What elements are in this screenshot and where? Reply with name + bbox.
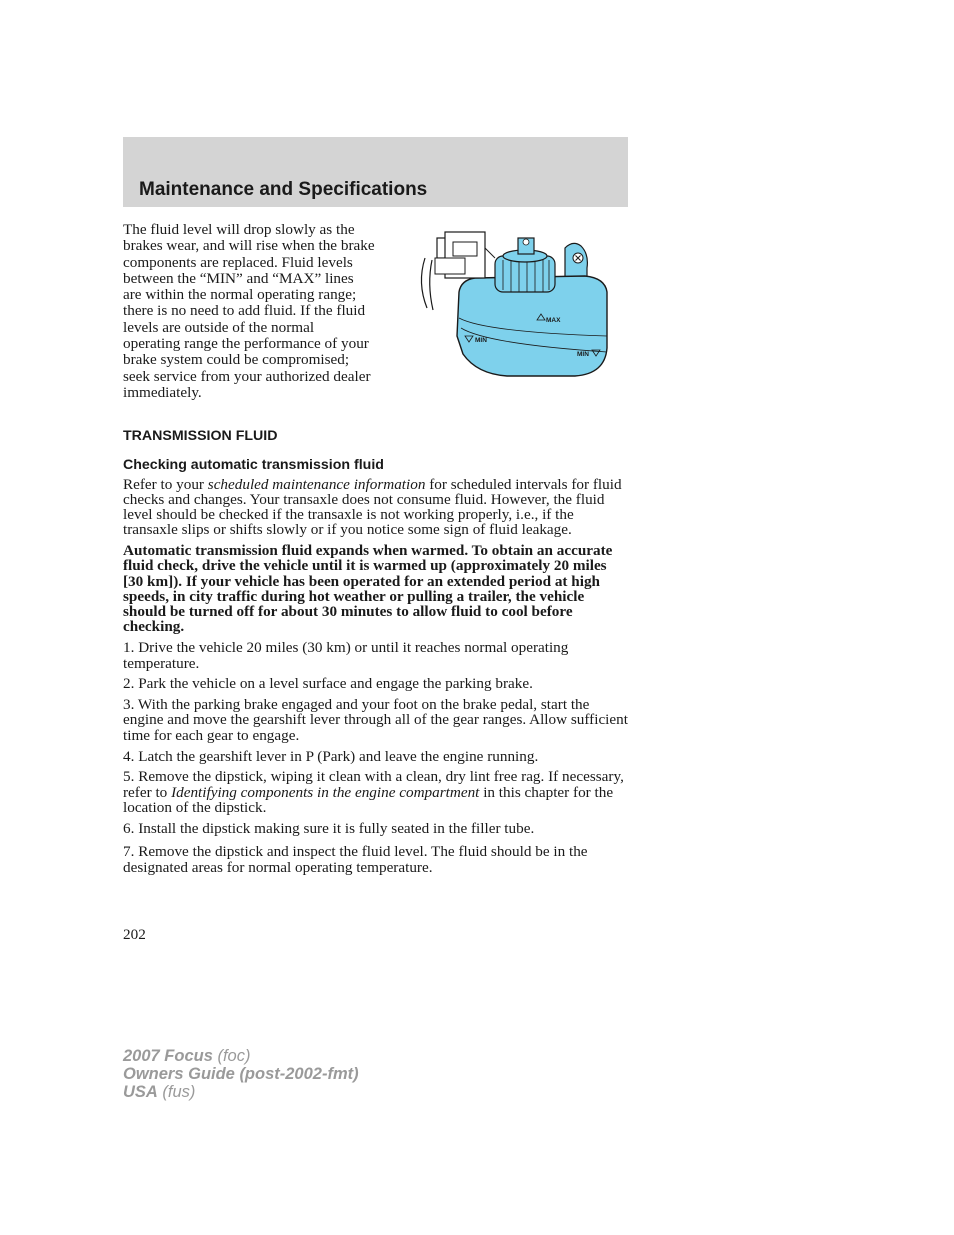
engine-compartment-reference: Identifying components in the engine compartment bbox=[171, 783, 480, 801]
max-label: MAX bbox=[546, 317, 561, 324]
intro-maintenance-paragraph: Refer to your scheduled maintenance information for scheduled intervals for fluid checks and changes. Your transaxle does not consume fluid. However, the fluid level should be checked if the transaxle is not working properly, i.e., if the transaxle slips or shifts slowly or if you notice some sign of fluid leakage. bbox=[123, 476, 622, 539]
intro-paragraph: The fluid level will drop slowly as the brakes wear, and will rise when the brake components are replaced. Fluid levels between the “MIN” and “MAX” lines are within the normal operating range; there is no need to add fluid. If the fluid levels are outside of the normal operating range the performance of your brake system could be compromised; seek service from your authorized dealer immediately. bbox=[123, 221, 375, 401]
footer-line-2: Owners Guide (post-2002-fmt) bbox=[123, 1065, 359, 1083]
reservoir-svg bbox=[415, 228, 615, 380]
step-6: 6. Install the dipstick making sure it is fully seated in the filler tube. bbox=[123, 819, 535, 837]
wire-left bbox=[421, 258, 427, 308]
page-number: 202 bbox=[123, 926, 146, 943]
footer-line-3: USA (fus) bbox=[123, 1083, 196, 1101]
step-4: 4. Latch the gearshift lever in P (Park) and leave the engine running. bbox=[123, 747, 539, 765]
min-left-label: MIN bbox=[475, 337, 487, 344]
warning-paragraph: Automatic transmission fluid expands when warmed. To obtain an accurate fluid check, drive the vehicle until it is warmed up (approximately 20 miles [30 km]). If your vehicle has been operated for an extended period at high speeds, in city traffic during hot weather or pulling a trailer, the vehicle should be turned off for about 30 minutes to allow fluid to cool before checking. bbox=[123, 542, 613, 635]
step-2: 2. Park the vehicle on a level surface and engage the parking brake. bbox=[123, 675, 533, 693]
wire-right bbox=[430, 260, 433, 310]
transmission-fluid-section bbox=[123, 428, 630, 881]
document-footer bbox=[123, 1047, 359, 1101]
section-heading: TRANSMISSION FLUID bbox=[123, 428, 278, 444]
min-right-label: MIN bbox=[577, 351, 589, 358]
section-header-band bbox=[123, 137, 628, 207]
section-subheading: Checking automatic transmission fluid bbox=[123, 457, 384, 473]
step-3: 3. With the parking brake engaged and your foot on the brake pedal, start the engine and move the gearshift lever through all of the gear ranges. Allow sufficient time for each gear to engage. bbox=[123, 695, 628, 744]
scheduled-maintenance-reference: scheduled maintenance information bbox=[207, 476, 426, 493]
step-5: 5. Remove the dipstick, wiping it clean with a clean, dry lint free rag. If necessary, refer to Identifying components in the engine compartment in this chapter for the location of the dipstick. bbox=[123, 768, 624, 817]
section-title: Maintenance and Specifications bbox=[139, 179, 428, 200]
footer-line-1: 2007 Focus (foc) bbox=[123, 1047, 251, 1065]
brake-fluid-reservoir-illustration bbox=[415, 228, 615, 380]
step-1: 1. Drive the vehicle 20 miles (30 km) or until it reaches normal operating temperature. bbox=[123, 638, 569, 672]
step-7: 7. Remove the dipstick and inspect the fluid level. The fluid should be in the designated areas for normal operating temperature. bbox=[123, 843, 588, 877]
